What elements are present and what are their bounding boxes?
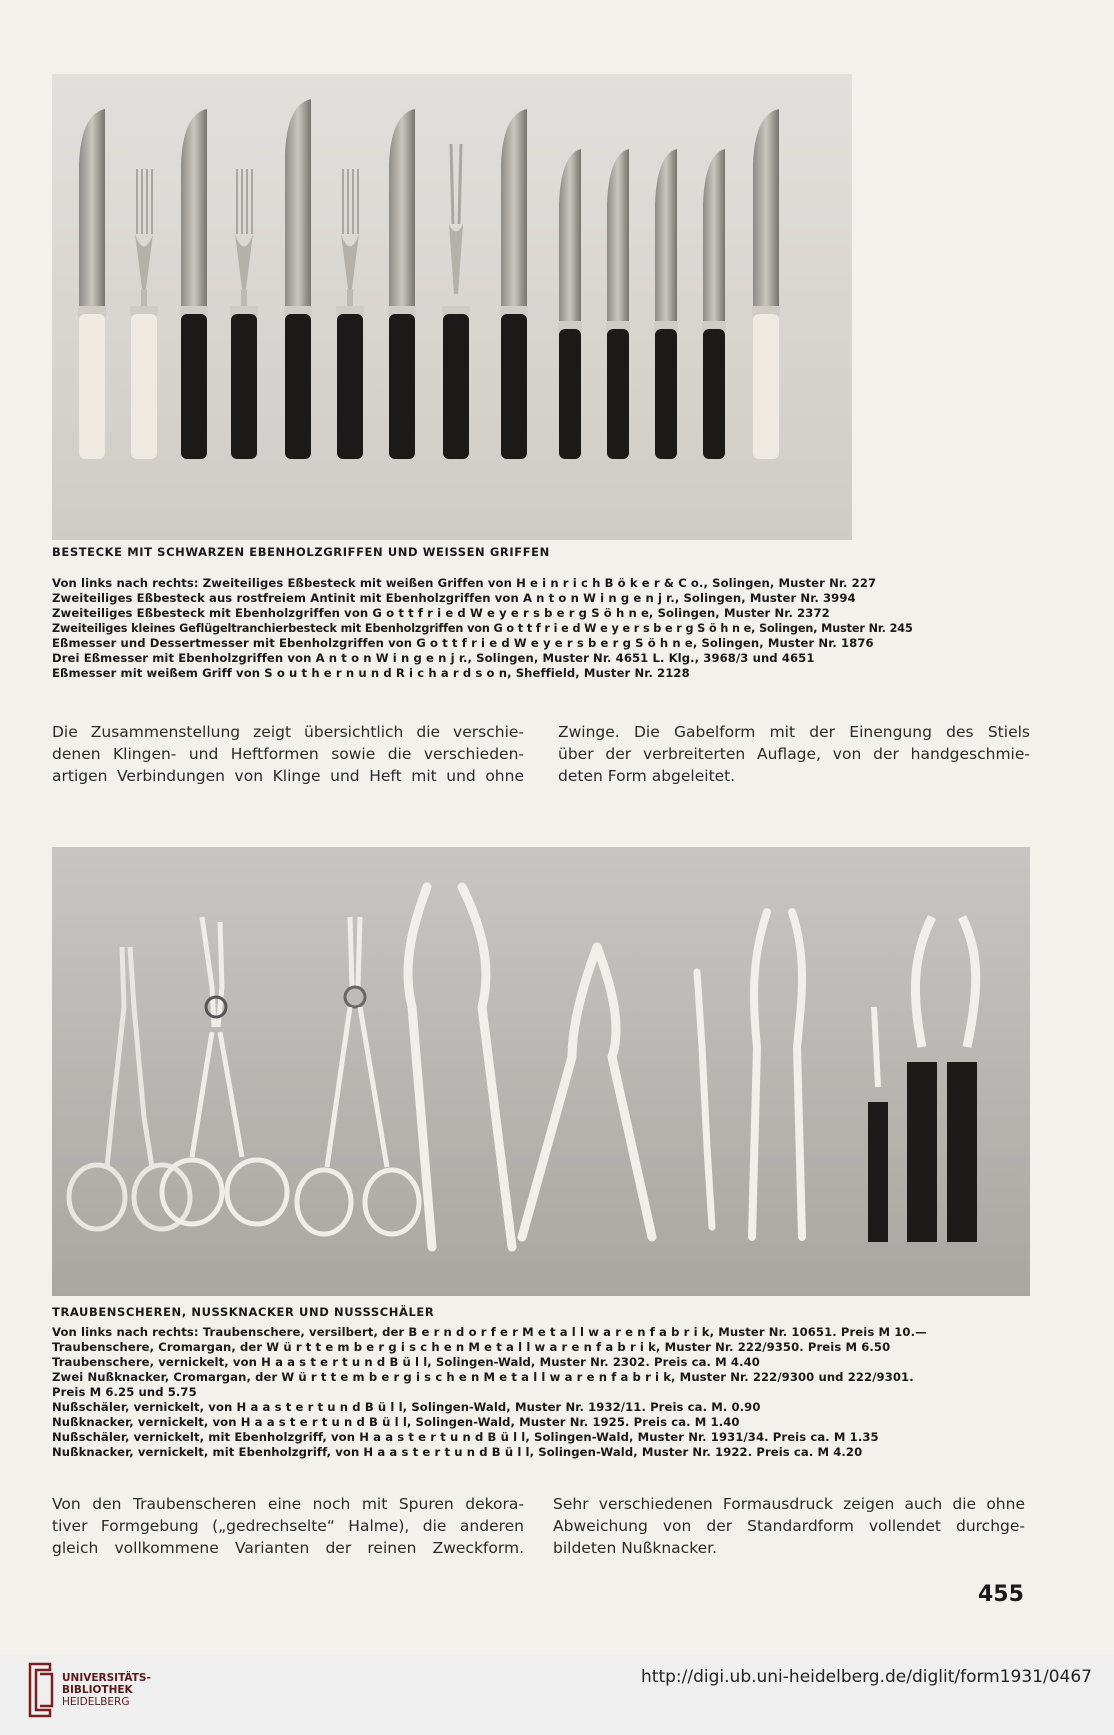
text-line: über der verbreiterten Auflage, von der handgeschmie-	[558, 745, 1030, 763]
caption-line: Nußschäler, vernickelt, mit Ebenholzgriff, von H a a s t e r t u n d B ü l l, Solingen-Wald, Muster Nr. 1931/34. Preis ca. M 1.35	[52, 1430, 879, 1444]
body-text-2-left	[52, 1493, 524, 1559]
text-line: denen Klingen- und Heftformen sowie die verschieden-	[52, 745, 524, 763]
caption-title-cutlery: BESTECKE MIT SCHWARZEN EBENHOLZGRIFFEN UND WEISSEN GRIFFEN	[52, 545, 550, 559]
knife-small	[702, 149, 726, 459]
knife-ebony	[180, 109, 208, 459]
caption-line: Eßmesser mit weißem Griff von S o u t h e r n u n d R i c h a r d s o n, Sheffield, Muster Nr. 2128	[52, 666, 690, 680]
caption-title-nutcrackers: TRAUBENSCHEREN, NUSSKNACKER UND NUSSSCHÄLER	[52, 1305, 435, 1319]
knife-small	[558, 149, 582, 459]
library-logo-icon	[24, 1662, 56, 1718]
knife-small	[654, 149, 678, 459]
text-line: Von den Traubenscheren eine noch mit Spuren dekora-	[52, 1495, 524, 1513]
knife-ebony	[500, 109, 528, 459]
cutlery-illustration	[52, 74, 852, 540]
caption-line: Nußknacker, vernickelt, mit Ebenholzgriff, von H a a s t e r t u n d B ü l l, Solingen-Wald, Muster Nr. 1922. Preis ca. M 4.20	[52, 1445, 863, 1459]
caption-line: Zwei Nußknacker, Cromargan, der W ü r t t e m b e r g i s c h e n M e t a l l w a r e n f a b r i k, Muster Nr. 222/9300 und 222/9301.	[52, 1370, 914, 1384]
text-line: deten Form abgeleitet.	[558, 767, 736, 785]
knife-poultry	[388, 109, 416, 459]
page-number: 455	[978, 1582, 1024, 1607]
text-line: artigen Verbindungen von Klinge und Heft mit und ohne	[52, 767, 524, 785]
library-name-line: BIBLIOTHEK	[62, 1684, 133, 1696]
nutcracker-photo	[52, 847, 1030, 1296]
library-name-line: UNIVERSITÄTS-	[62, 1672, 151, 1684]
text-line: Die Zusammenstellung zeigt übersichtlich die verschie-	[52, 723, 524, 741]
caption-line: Preis M 6.25 und 5.75	[52, 1385, 197, 1399]
text-line: tiver Formgebung („gedrechselte“ Halme), die anderen	[52, 1517, 524, 1535]
text-line: bildeten Nußknacker.	[553, 1539, 718, 1557]
caption-line: Nußschäler, vernickelt, von H a a s t e r t u n d B ü l l, Solingen-Wald, Muster Nr. 1932/11. Preis ca. M. 0.90	[52, 1400, 761, 1414]
caption-line: Traubenschere, Cromargan, der W ü r t t e m b e r g i s c h e n M e t a l l w a r e n f a b r i k, Muster Nr. 222/9350. Preis M 6.50	[52, 1340, 891, 1354]
text-line: gleich vollkommene Varianten der reinen Zweckform.	[52, 1539, 524, 1557]
caption-line: Traubenschere, vernickelt, von H a a s t e r t u n d B ü l l, Solingen-Wald, Muster Nr. 2302. Preis ca. M 4.40	[52, 1355, 760, 1369]
caption-cutlery	[52, 576, 1052, 681]
text-line: Zwinge. Die Gabelform mit der Einengung des Stiels	[558, 723, 1030, 741]
library-name-line: HEIDELBERG	[62, 1696, 130, 1708]
caption-line: Zweiteiliges Eßbesteck aus rostfreiem Antinit mit Ebenholzgriffen von A n t o n W i n g e n j r., Solingen, Muster Nr. 3994	[52, 591, 856, 605]
caption-line: Nußknacker, vernickelt, von H a a s t e r t u n d B ü l l, Solingen-Wald, Muster Nr. 1925. Preis ca. M 1.40	[52, 1415, 740, 1429]
knife-white	[78, 109, 106, 459]
caption-line: Drei Eßmesser mit Ebenholzgriffen von A n t o n W i n g e n j r., Solingen, Muster Nr. 4651 L. Klg., 3968/3 und 4651	[52, 651, 815, 665]
caption-line: Von links nach rechts: Zweiteiliges Eßbesteck mit weißen Griffen von H e i n r i c h B ö k e r & C o., Solingen, Muster Nr. 227	[52, 576, 877, 590]
body-text-1-left	[52, 721, 524, 787]
caption-line: Eßmesser und Dessertmesser mit Ebenholzgriffen von G o t t f r i e d W e y e r s b e r g S ö h n e, Solingen, Muster Nr. 1876	[52, 636, 874, 650]
caption-line: Von links nach rechts: Traubenschere, versilbert, der B e r n d o r f e r M e t a l l w a r e n f a b r i k, Muster Nr. 10651. Preis M 10.—	[52, 1325, 927, 1339]
text-line: Abweichung von der Standardform vollendet durchge-	[553, 1517, 1025, 1535]
library-name	[62, 1672, 151, 1708]
knife-small	[606, 149, 630, 459]
knife-ebony-large	[284, 99, 312, 459]
cutlery-photo	[52, 74, 852, 540]
caption-nutcrackers	[52, 1325, 1052, 1460]
nutcracker-illustration	[52, 847, 1030, 1296]
knife-white	[752, 109, 780, 459]
source-url-link[interactable]: http://digi.ub.uni-heidelberg.de/diglit/form1931/0467	[641, 1667, 1092, 1687]
body-text-2-right	[553, 1493, 1025, 1559]
caption-line: Zweiteiliges kleines Geflügeltranchierbesteck mit Ebenholzgriffen von G o t t f r i e d W e y e r s b e r g S ö h n e, Solingen, Muster Nr. 245	[52, 622, 913, 635]
caption-line: Zweiteiliges Eßbesteck mit Ebenholzgriffen von G o t t f r i e d W e y e r s b e r g S ö h n e, Solingen, Muster Nr. 2372	[52, 606, 830, 620]
text-line: Sehr verschiedenen Formausdruck zeigen auch die ohne	[553, 1495, 1025, 1513]
body-text-1-right	[558, 721, 1030, 787]
